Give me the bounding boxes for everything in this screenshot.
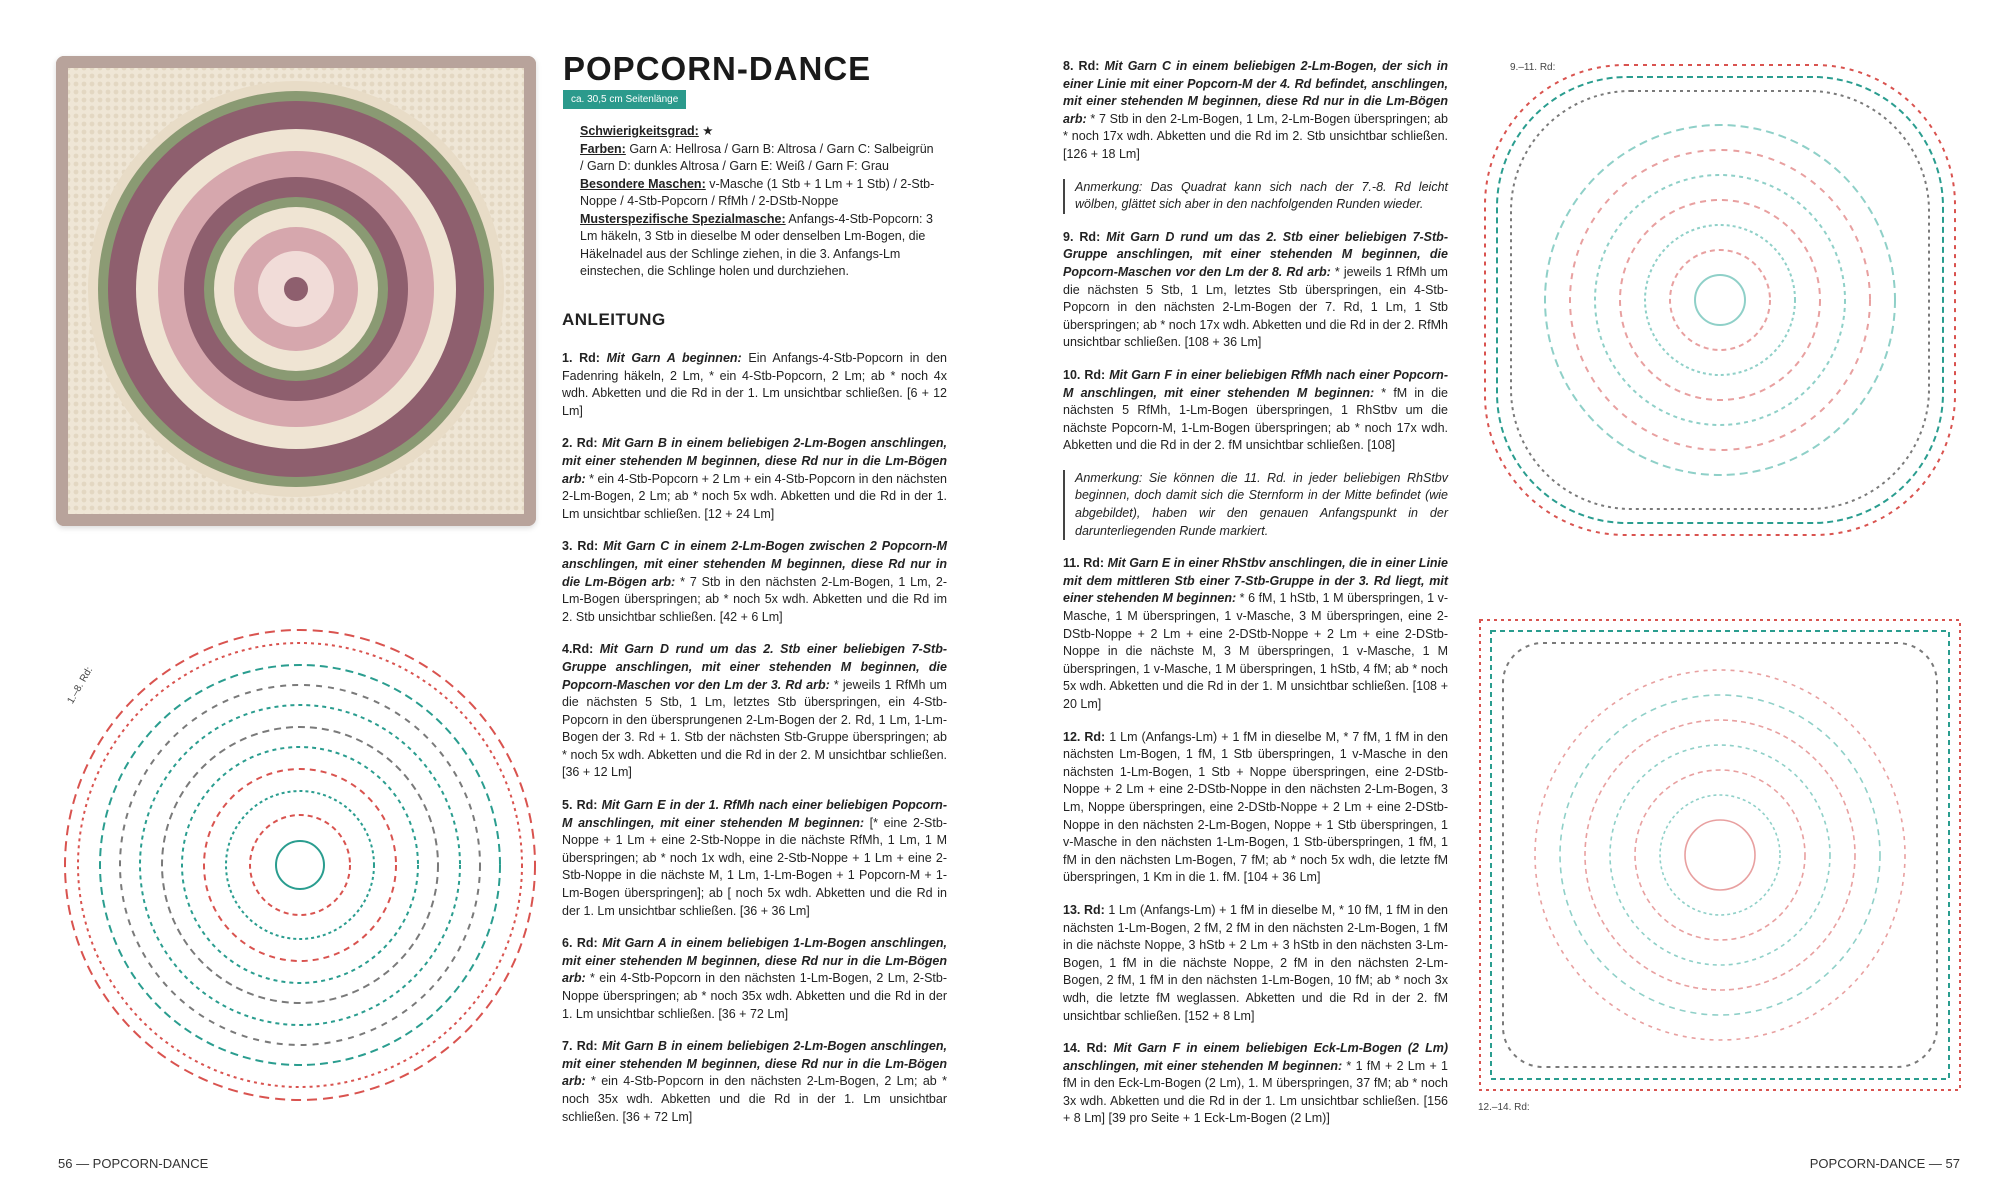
meta-pattern-stitch: Musterspezifische Spezialmasche: Anfangs-4-Stb-Popcorn: 3 Lm häkeln, 3 Stb in dieselbe M oder denselben Lm-Bogen, die Häkelnadel aus der Schlinge ziehen, in die 3. Anfangs-Lm einstechen, die Schlinge holen und durchziehen. xyxy=(580,211,933,278)
granny-square-photo xyxy=(56,56,536,526)
round-10: 10. Rd: Mit Garn F in einer beliebigen RfMh nach einer Popcorn-M anschlingen, mit einer stehenden M beginnen: * fM in die nächsten 5 RfMh, 1-Lm-Bogen überspringen, 1 RhStbv um die nächste Popcorn-M, 1-Lm-Bogen überspringen; ab * noch 17x wdh. Abketten und die Rd in der 2. fM unsichtbar schließen. [108] xyxy=(1063,367,1448,453)
round-3: 3. Rd: Mit Garn C in einem 2-Lm-Bogen zwischen 2 Popcorn-M anschlingen, mit einer stehenden M beginnen, diese Rd nur in die Lm-Bögen arb: * 7 Stb in den nächsten 2-Lm-Bogen, 1 Lm, 2-Lm-Bogen überspringen; ab * noch 5x wdh. Abketten und die Rd im 2. Stb unsichtbar schließen. [42 + 6 Lm] xyxy=(562,539,947,624)
meta-special-stitches: Besondere Maschen: v-Masche (1 Stb + 1 Lm + 1 Stb) / 2-Stb-Noppe / 4-Stb-Popcorn / RfMh / 2-DStb-Noppe xyxy=(580,176,935,208)
right-bottom-diagram-label: 12.–14. Rd: xyxy=(1478,1102,1530,1113)
round-13: 13. Rd: 1 Lm (Anfangs-Lm) + 1 fM in dieselbe M, * 10 fM, 1 fM in den nächsten 1-Lm-Bogen, 2 fM, 2 fM in den nächsten 2-Lm-Bogen, 1 fM in die nächste Noppe, 3 hStb + 2 Lm + 3 hStb in den nächsten 3-Lm-Bogen, 1 fM in die nächste Noppe, 2 fM in den nächsten 2-Lm-Bogen, 2 fM, 1 fM in den nächsten 1-Lm-Bogen, 10 fM; ab * noch 3x wdh, die letzte fM weglassen. Abketten und die Rd in der 2. fM unsichtbar schließen. [152 + 8 Lm] xyxy=(1063,902,1448,1023)
round-1-8-chart xyxy=(50,615,550,1115)
round-12-14-chart xyxy=(1475,615,1965,1095)
round-4: 4.Rd: Mit Garn D rund um das 2. Stb einer beliebigen 7-Stb-Gruppe anschlingen, mit einer stehenden M beginnen, die Popcorn-Maschen vor den Lm der 3. Rd arb: * jeweils 1 RfMh um die nächsten 5 Stb, 1 Lm, letztes Stb überspringen, ein 4-Stb-Popcorn in den übersprungenen 2-Lm-Bogen der 2. Rd, 1 Lm, 1-Lm-Bogen der 3. Rd + 1. Stb der nächsten Stb-Gruppe überspringen; ab * noch 5x wdh. Abketten und die Rd in der 2. M unsichtbar schließen. [36 + 12 Lm] xyxy=(562,642,947,780)
round-12: 12. Rd: 1 Lm (Anfangs-Lm) + 1 fM in dieselbe M, * 7 fM, 1 fM in den nächsten Lm-Bogen, 1 fM, 1 Stb überspringen, 1 v-Masche in den nächsten 1-Lm-Bogen, 1 Stb + Noppe überspringen, eine 2-DStb-Noppe + 2 Lm + eine 2-DStb-Noppe in den nächsten 2-Lm-Bogen, 3 Lm, Noppe überspringen, eine 2-DStb-Noppe + 2 Lm + eine 2-DStb-Noppe in den nächsten 2-Lm-Bogen, Noppe + 1 Stb überspringen, 1 v-Masche in den nächsten 1-Lm-Bogen, 1 Stb-überspringen, 1 fM, 1 fM in den nächsten Lm-Bogen, 7 fM; ab * noch 5x wdh, die letzte fM überspringen, 1 Km in die 1. fM. [104 + 36 Lm] xyxy=(1063,729,1448,885)
pattern-meta xyxy=(580,123,940,281)
left-page-footer: 56 — POPCORN-DANCE xyxy=(58,1156,209,1171)
left-instructions xyxy=(562,350,947,1141)
round-7: 7. Rd: Mit Garn B in einem beliebigen 2-Lm-Bogen anschlingen, mit einer stehenden M beginnen, diese Rd nur in die Lm-Bögen arb: * ein 4-Stb-Popcorn in den nächsten 2-Lm-Bogen, 2 Lm; ab * noch 35x wdh. Abketten und die Rd in der 1. Lm unsichtbar schließen. [36 + 72 Lm] xyxy=(562,1039,947,1124)
meta-difficulty: Schwierigkeitsgrad: ★ xyxy=(580,124,714,138)
round-5: 5. Rd: Mit Garn E in der 1. RfMh nach einer beliebigen Popcorn-M anschlingen, mit einer stehenden M beginnen: [* eine 2-Stb-Noppe + 1 Lm + eine 2-Stb-Noppe in die nächste RfMh, 1 Lm, 1 M überspringen; ab * noch 1x wdh, eine 2-Stb-Noppe + 1 Lm + eine 2-Stb-Noppe in die nächste M, 1 Lm, 1-Lm-Bogen + 1 Popcorn-M + 1-Lm-Bogen überspringen]; ab [ noch 5x wdh. Abketten und die Rd in der 1. Lm unsichtbar schließen. [36 + 36 Lm] xyxy=(562,798,947,918)
round-9-11-chart xyxy=(1475,55,1965,545)
note-2: Anmerkung: Sie können die 11. Rd. in jeder beliebigen RhStbv beginnen, doch damit sich die Sternform in der Mitte befindet (wie abgebildet), haben wir den genauen Anfangspunkt in der darunterliegenden Runde markiert. xyxy=(1063,470,1448,540)
right-page-footer: POPCORN-DANCE — 57 xyxy=(1809,1156,1960,1171)
round-8: 8. Rd: Mit Garn C in einem beliebigen 2-Lm-Bogen, der sich in einer Linie mit einer Popcorn-M der 4. Rd befindet, anschlingen, mit einer stehenden M beginnen, diese Rd nur in die Lm-Bögen arb: * 7 Stb in den 2-Lm-Bogen, 1 Lm, 2-Lm-Bogen überspringen; ab * noch 17x wdh. Abketten und die Rd im 2. Stb unsichtbar schließen. [126 + 18 Lm] xyxy=(1063,59,1448,161)
round-1: 1. Rd: Mit Garn A beginnen: Ein Anfangs-4-Stb-Popcorn in den Fadenring häkeln, 2 Lm, * ein 4-Stb-Popcorn, 2 Lm; ab * noch 4x wdh. Abketten und die Rd in der 1. Lm unsichtbar schließen. [6 + 12 Lm] xyxy=(562,351,948,418)
right-top-diagram-label: 9.–11. Rd: xyxy=(1510,62,1556,73)
meta-colors: Farben: Garn A: Hellrosa / Garn B: Altrosa / Garn C: Salbeigrün / Garn D: dunkles Altrosa / Garn E: Weiß / Garn F: Grau xyxy=(580,141,934,173)
round-9: 9. Rd: Mit Garn D rund um das 2. Stb einer beliebigen 7-Stb-Gruppe anschlingen, mit einer stehenden M beginnen, die Popcorn-Maschen vor den Lm der 8. Rd arb: * jeweils 1 RfMh um die nächsten 5 Stb, 1 Lm, letztes Stb überspringen, ein 4-Stb-Popcorn in den nächsten 2-Lm-Bogen der 7. Rd, 1 Lm, 1 Stb überspringen; ab * noch 17x wdh. Abketten und die Rd in der 2. RfMh unsichtbar schließen. [108 + 36 Lm] xyxy=(1063,229,1448,350)
instructions-heading: ANLEITUNG xyxy=(562,310,666,329)
round-14: 14. Rd: Mit Garn F in einem beliebigen Eck-Lm-Bogen (2 Lm) anschlingen, mit einer stehenden M beginnen: * 1 fM + 2 Lm + 1 fM in den Eck-Lm-Bogen (2 Lm), 1. M überspringen, 37 fM; ab * noch 3x wdh. Abketten und die Rd in der 1. Lm unsichtbar schließen. [156 + 8 Lm] [39 pro Seite + 1 Eck-Lm-Bogen (2 Lm)] xyxy=(1063,1041,1448,1126)
round-11: 11. Rd: Mit Garn E in einer RhStbv anschlingen, die in einer Linie mit dem mittleren Stb einer 7-Stb-Gruppe in der 3. Rd liegt, mit einer stehenden M beginnen: * 6 fM, 1 hStb, 1 M überspringen, 1 v-Masche, 1 M überspringen, 1 v-Masche, 3 M überspringen, eine 2-DStb-Noppe + 2 Lm + eine 2-DStb-Noppe + 2 Lm + eine 2-DStb-Noppe in die nächste M, 3 M überspringen, 1 v-Masche, 1 M überspringen, 1 v-Masche, 1 M überspringen, 1 hStb, 4 fM; ab * noch 5x wdh. Abketten und die Rd in der 1. M unsichtbar schließen. [108 + 20 Lm] xyxy=(1063,556,1449,711)
round-2: 2. Rd: Mit Garn B in einem beliebigen 2-Lm-Bogen anschlingen, mit einer stehenden M beginnen, diese Rd nur in die Lm-Bögen arb: * ein 4-Stb-Popcorn + 2 Lm + ein 4-Stb-Popcorn in den nächsten 2-Lm-Bogen, 2 Lm; ab * noch 5x wdh. Abketten und die Rd in der 1. Lm unsichtbar schließen. [12 + 24 Lm] xyxy=(562,436,947,521)
note-1: Anmerkung: Das Quadrat kann sich nach der 7.-8. Rd leicht wölben, glättet sich aber in den nachfolgenden Runden wieder. xyxy=(1063,179,1448,214)
round-6: 6. Rd: Mit Garn A in einem beliebigen 1-Lm-Bogen anschlingen, mit einer stehenden M beginnen, diese Rd nur in die Lm-Bögen arb: * ein 4-Stb-Popcorn in den nächsten 1-Lm-Bogen, 2 Lm, 2-Stb-Noppe überspringen; ab * noch 35x wdh. Abketten und die Rd in der 1. Lm unsichtbar schließen. [36 + 72 Lm] xyxy=(562,936,947,1021)
right-instructions xyxy=(1063,58,1448,1143)
size-badge: ca. 30,5 cm Seitenlänge xyxy=(563,90,686,109)
page-title: POPCORN-DANCE xyxy=(563,50,872,87)
left-diagram-label: 1.–8. Rd: xyxy=(65,665,96,706)
